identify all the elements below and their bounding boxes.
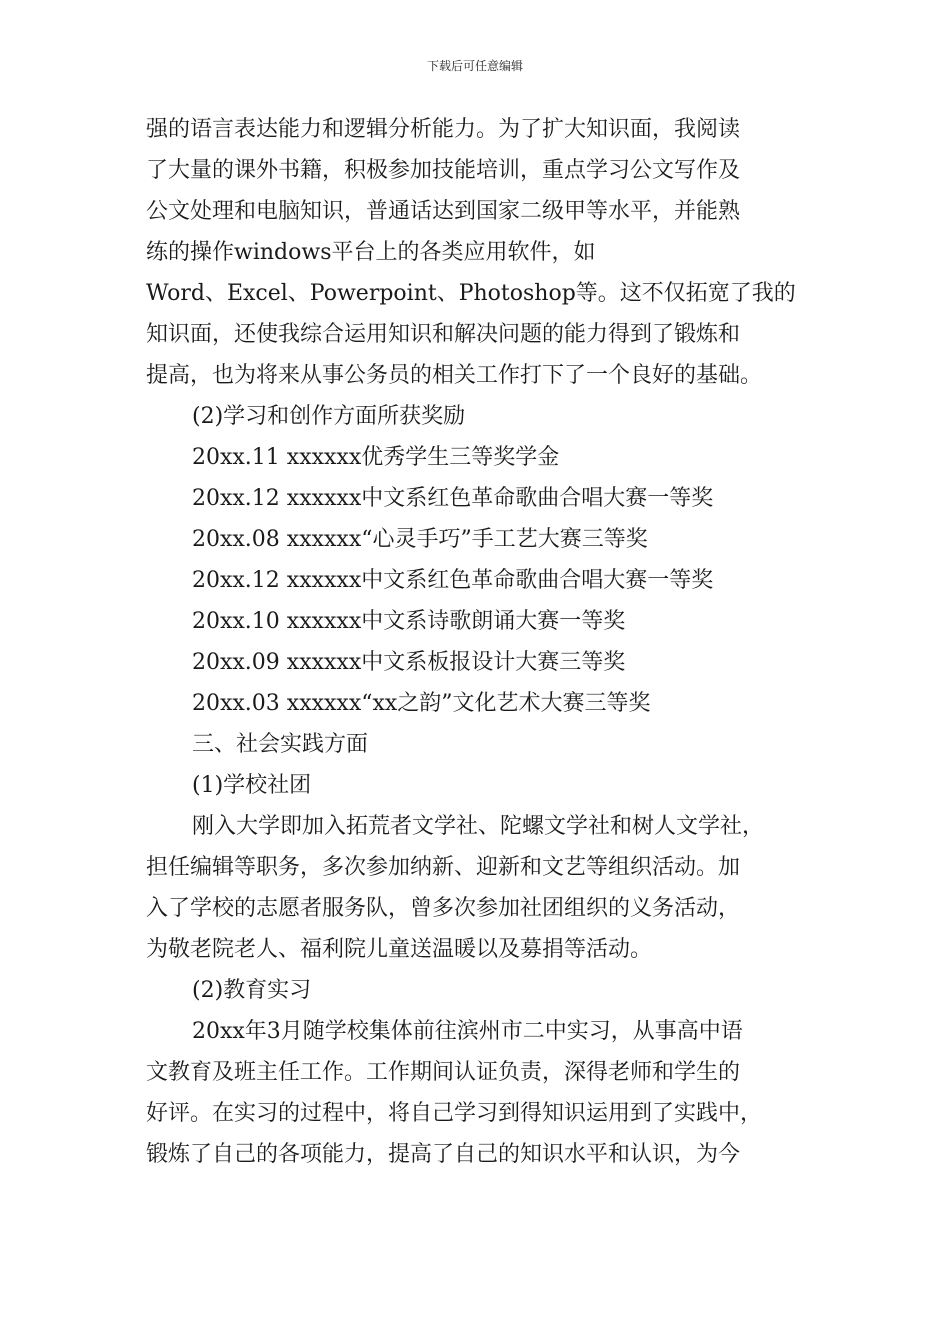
paragraph-line: 提高，也为将来从事公务员的相关工作打下了一个良好的基础。 [146, 363, 763, 388]
paragraph-line: 20xx年3月随学校集体前往滨州市二中实习，从事高中语 [192, 1019, 743, 1044]
award-item: 20xx.10 xxxxxx中文系诗歌朗诵大赛一等奖 [192, 609, 626, 634]
paragraph-line: 知识面，还使我综合运用知识和解决问题的能力得到了锻炼和 [146, 322, 741, 347]
paragraph-line: 入了学校的志愿者服务队，曾多次参加社团组织的义务活动， [146, 896, 741, 921]
paragraph-line: 练的操作windows平台上的各类应用软件，如 [146, 240, 596, 265]
paragraph-line: Word、Excel、Powerpoint、Photoshop等。这不仅拓宽了我的 [146, 281, 796, 306]
paragraph-line: 文教育及班主任工作。工作期间认证负责，深得老师和学生的 [146, 1060, 741, 1085]
section-subheading: (1)学校社团 [192, 773, 312, 798]
section-heading: 三、社会实践方面 [192, 732, 369, 757]
award-item: 20xx.08 xxxxxx“心灵手巧”手工艺大赛三等奖 [192, 527, 648, 552]
paragraph-line: 为敬老院老人、福利院儿童送温暖以及募捐等活动。 [146, 937, 653, 962]
paragraph-line: 担任编辑等职务，多次参加纳新、迎新和文艺等组织活动。加 [146, 855, 741, 880]
page-header: 下载后可任意编辑 [426, 59, 523, 73]
paragraph-line: 锻炼了自己的各项能力，提高了自己的知识水平和认识，为今 [146, 1142, 741, 1167]
section-subheading: (2)教育实习 [192, 978, 312, 1003]
paragraph-line: 强的语言表达能力和逻辑分析能力。为了扩大知识面，我阅读 [146, 117, 741, 142]
award-item: 20xx.12 xxxxxx中文系红色革命歌曲合唱大赛一等奖 [192, 568, 714, 593]
award-item: 20xx.11 xxxxxx优秀学生三等奖学金 [192, 445, 560, 470]
award-item: 20xx.12 xxxxxx中文系红色革命歌曲合唱大赛一等奖 [192, 486, 714, 511]
paragraph-line: 了大量的课外书籍，积极参加技能培训，重点学习公文写作及 [146, 158, 741, 183]
paragraph-line: 好评。在实习的过程中，将自己学习到得知识运用到了实践中， [146, 1101, 763, 1126]
award-item: 20xx.03 xxxxxx“xx之韵”文化艺术大赛三等奖 [192, 691, 651, 716]
award-item: 20xx.09 xxxxxx中文系板报设计大赛三等奖 [192, 650, 626, 675]
paragraph-line: 公文处理和电脑知识，普通话达到国家二级甲等水平，并能熟 [146, 199, 741, 224]
section-subheading: (2)学习和创作方面所获奖励 [192, 404, 466, 429]
paragraph-line: 刚入大学即加入拓荒者文学社、陀螺文学社和树人文学社， [192, 814, 765, 839]
